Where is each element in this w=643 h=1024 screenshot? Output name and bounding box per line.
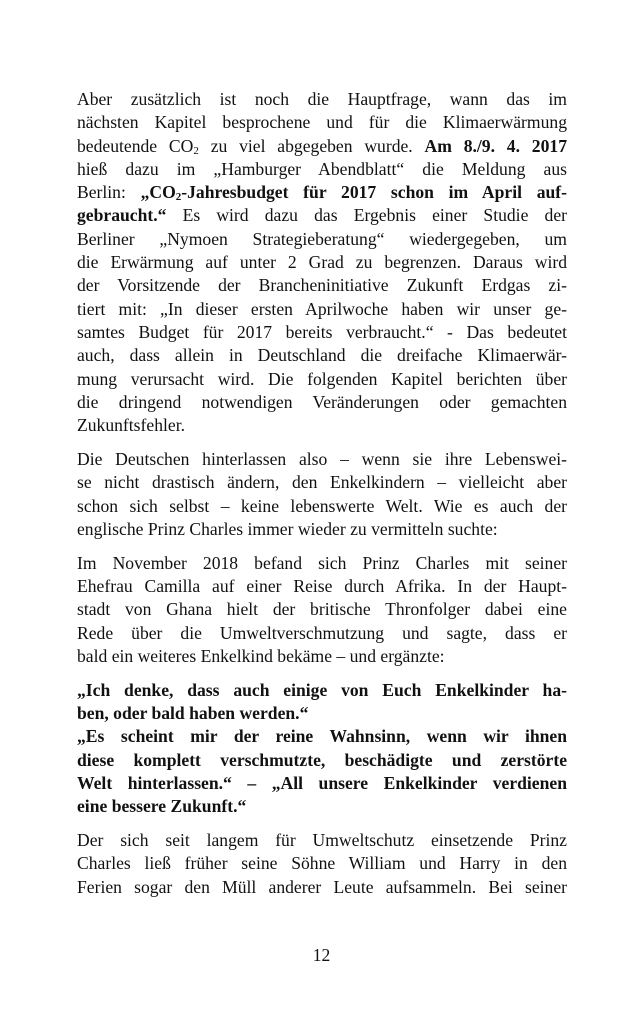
paragraph-gap bbox=[77, 818, 567, 829]
bold-run: -Jahresbudget für 2017 schon im April auf- bbox=[181, 182, 567, 203]
text-run: samtes Budget für 2017 bereits verbraucht.“ - Das bedeutet bbox=[77, 321, 567, 342]
paragraph-gap bbox=[77, 437, 567, 448]
text-run: Charles ließ früher seine Söhne William und Harry in den bbox=[77, 853, 567, 874]
text-line bbox=[77, 158, 567, 181]
text-paragraph bbox=[77, 829, 567, 899]
bold-run: „CO bbox=[140, 182, 176, 203]
text-line bbox=[77, 88, 567, 111]
text-run: der Vorsitzende der Brancheninitiative Zukunft Erdgas zi- bbox=[77, 275, 567, 296]
text-line bbox=[77, 702, 567, 725]
text-line bbox=[77, 852, 567, 875]
text-run: bedeutende CO bbox=[77, 135, 194, 156]
text-line bbox=[77, 829, 567, 852]
text-line bbox=[77, 725, 567, 748]
text-line bbox=[77, 414, 567, 437]
text-run: Aber zusätzlich ist noch die Hauptfrage, wann das im bbox=[77, 89, 567, 109]
text-line bbox=[77, 876, 567, 899]
text-run: Die Deutschen hinterlassen also – wenn sie ihre Lebenswei- bbox=[77, 448, 567, 469]
text-run: Es wird dazu das Ergebnis einer Studie der bbox=[166, 205, 567, 226]
text-run: zu viel abgegeben wurde. bbox=[198, 135, 425, 156]
text-run: stadt von Ghana hielt der britische Thronfolger dabei eine bbox=[77, 599, 567, 620]
text-run: Ferien sogar den Müll anderer Leute aufsammeln. Bei seiner bbox=[77, 876, 567, 897]
text-run: Ehefrau Camilla auf einer Reise durch Afrika. In der Haupt- bbox=[77, 575, 567, 596]
text-line bbox=[77, 181, 567, 204]
text-run: Berliner „Nymoen Strategieberatung“ wiedergegeben, um bbox=[77, 228, 567, 249]
bold-run: gebraucht.“ bbox=[77, 205, 167, 226]
text-line bbox=[77, 368, 567, 391]
text-line bbox=[77, 391, 567, 414]
text-line bbox=[77, 749, 567, 772]
text-line bbox=[77, 135, 567, 158]
text-run: Zukunftsfehler. bbox=[77, 415, 185, 436]
text-run: hieß dazu im „Hamburger Abendblatt“ die Meldung aus bbox=[77, 158, 567, 179]
text-run: schon sich selbst – keine lebenswerte Welt. Wie es auch der bbox=[77, 495, 567, 516]
text-run: diese komplett verschmutzte, beschädigte und zerstörte bbox=[77, 749, 567, 770]
text-run: se nicht drastisch ändern, den Enkelkindern – vielleicht aber bbox=[77, 472, 567, 493]
text-line bbox=[77, 251, 567, 274]
text-run: bald ein weiteres Enkelkind bekäme – und ergänzte: bbox=[77, 645, 445, 666]
text-line bbox=[77, 645, 567, 668]
text-line bbox=[77, 575, 567, 598]
text-run: auch, dass allein in Deutschland die dreifache Klimaerwär- bbox=[77, 345, 567, 366]
text-run: eine bessere Zukunft.“ bbox=[77, 796, 247, 817]
text-line bbox=[77, 228, 567, 251]
text-line bbox=[77, 111, 567, 134]
text-paragraph bbox=[77, 448, 567, 541]
text-line bbox=[77, 495, 567, 518]
text-line bbox=[77, 448, 567, 471]
text-run: „Es scheint mir der reine Wahnsinn, wenn wir ihnen bbox=[77, 726, 567, 747]
text-line bbox=[77, 598, 567, 621]
text-run: „Ich denke, dass auch einige von Euch Enkelkinder ha- bbox=[77, 679, 567, 700]
text-line bbox=[77, 274, 567, 297]
page-number: 12 bbox=[312, 945, 331, 965]
text-paragraph bbox=[77, 88, 567, 437]
text-run: Im November 2018 befand sich Prinz Charles mit seiner bbox=[77, 552, 567, 573]
text-line bbox=[77, 679, 567, 702]
text-run: die Erwärmung auf unter 2 Grad zu begrenzen. Daraus wird bbox=[77, 252, 567, 273]
text-line bbox=[77, 552, 567, 575]
text-line bbox=[77, 518, 567, 541]
paragraph-gap bbox=[77, 668, 567, 679]
text-run: tiert mit: „In dieser ersten Aprilwoche haben wir unser ge- bbox=[77, 298, 567, 319]
text-line bbox=[77, 471, 567, 494]
text-line bbox=[77, 298, 567, 321]
text-run: Der sich seit langem für Umweltschutz einsetzende Prinz bbox=[77, 829, 567, 850]
text-run: mung verursacht wird. Die folgenden Kapitel berichten über bbox=[77, 368, 567, 389]
subscript: 2 bbox=[175, 191, 182, 204]
text-run: englische Prinz Charles immer wieder zu vermitteln suchte: bbox=[77, 518, 498, 539]
text-line bbox=[77, 795, 567, 818]
text-line bbox=[77, 321, 567, 344]
text-run: Welt hinterlassen.“ – „All unsere Enkelkinder verdienen bbox=[77, 772, 567, 793]
text-run: nächsten Kapitel besprochene und für die Klimaerwärmung bbox=[77, 112, 567, 133]
text-line bbox=[77, 204, 567, 227]
page-body bbox=[77, 88, 567, 899]
subscript: 2 bbox=[193, 144, 199, 157]
text-run: Rede über die Umweltverschmutzung und sagte, dass er bbox=[77, 622, 567, 643]
text-run: Berlin: bbox=[77, 182, 141, 203]
text-paragraph bbox=[77, 552, 567, 668]
text-line bbox=[77, 772, 567, 795]
text-line bbox=[77, 344, 567, 367]
text-run: die dringend notwendigen Veränderungen oder gemachten bbox=[77, 391, 567, 412]
text-line bbox=[77, 622, 567, 645]
paragraph-gap bbox=[77, 541, 567, 552]
text-run: ben, oder bald haben werden.“ bbox=[77, 702, 309, 723]
quote-paragraph bbox=[77, 679, 567, 819]
bold-run: Am 8./9. 4. 2017 bbox=[424, 135, 567, 156]
